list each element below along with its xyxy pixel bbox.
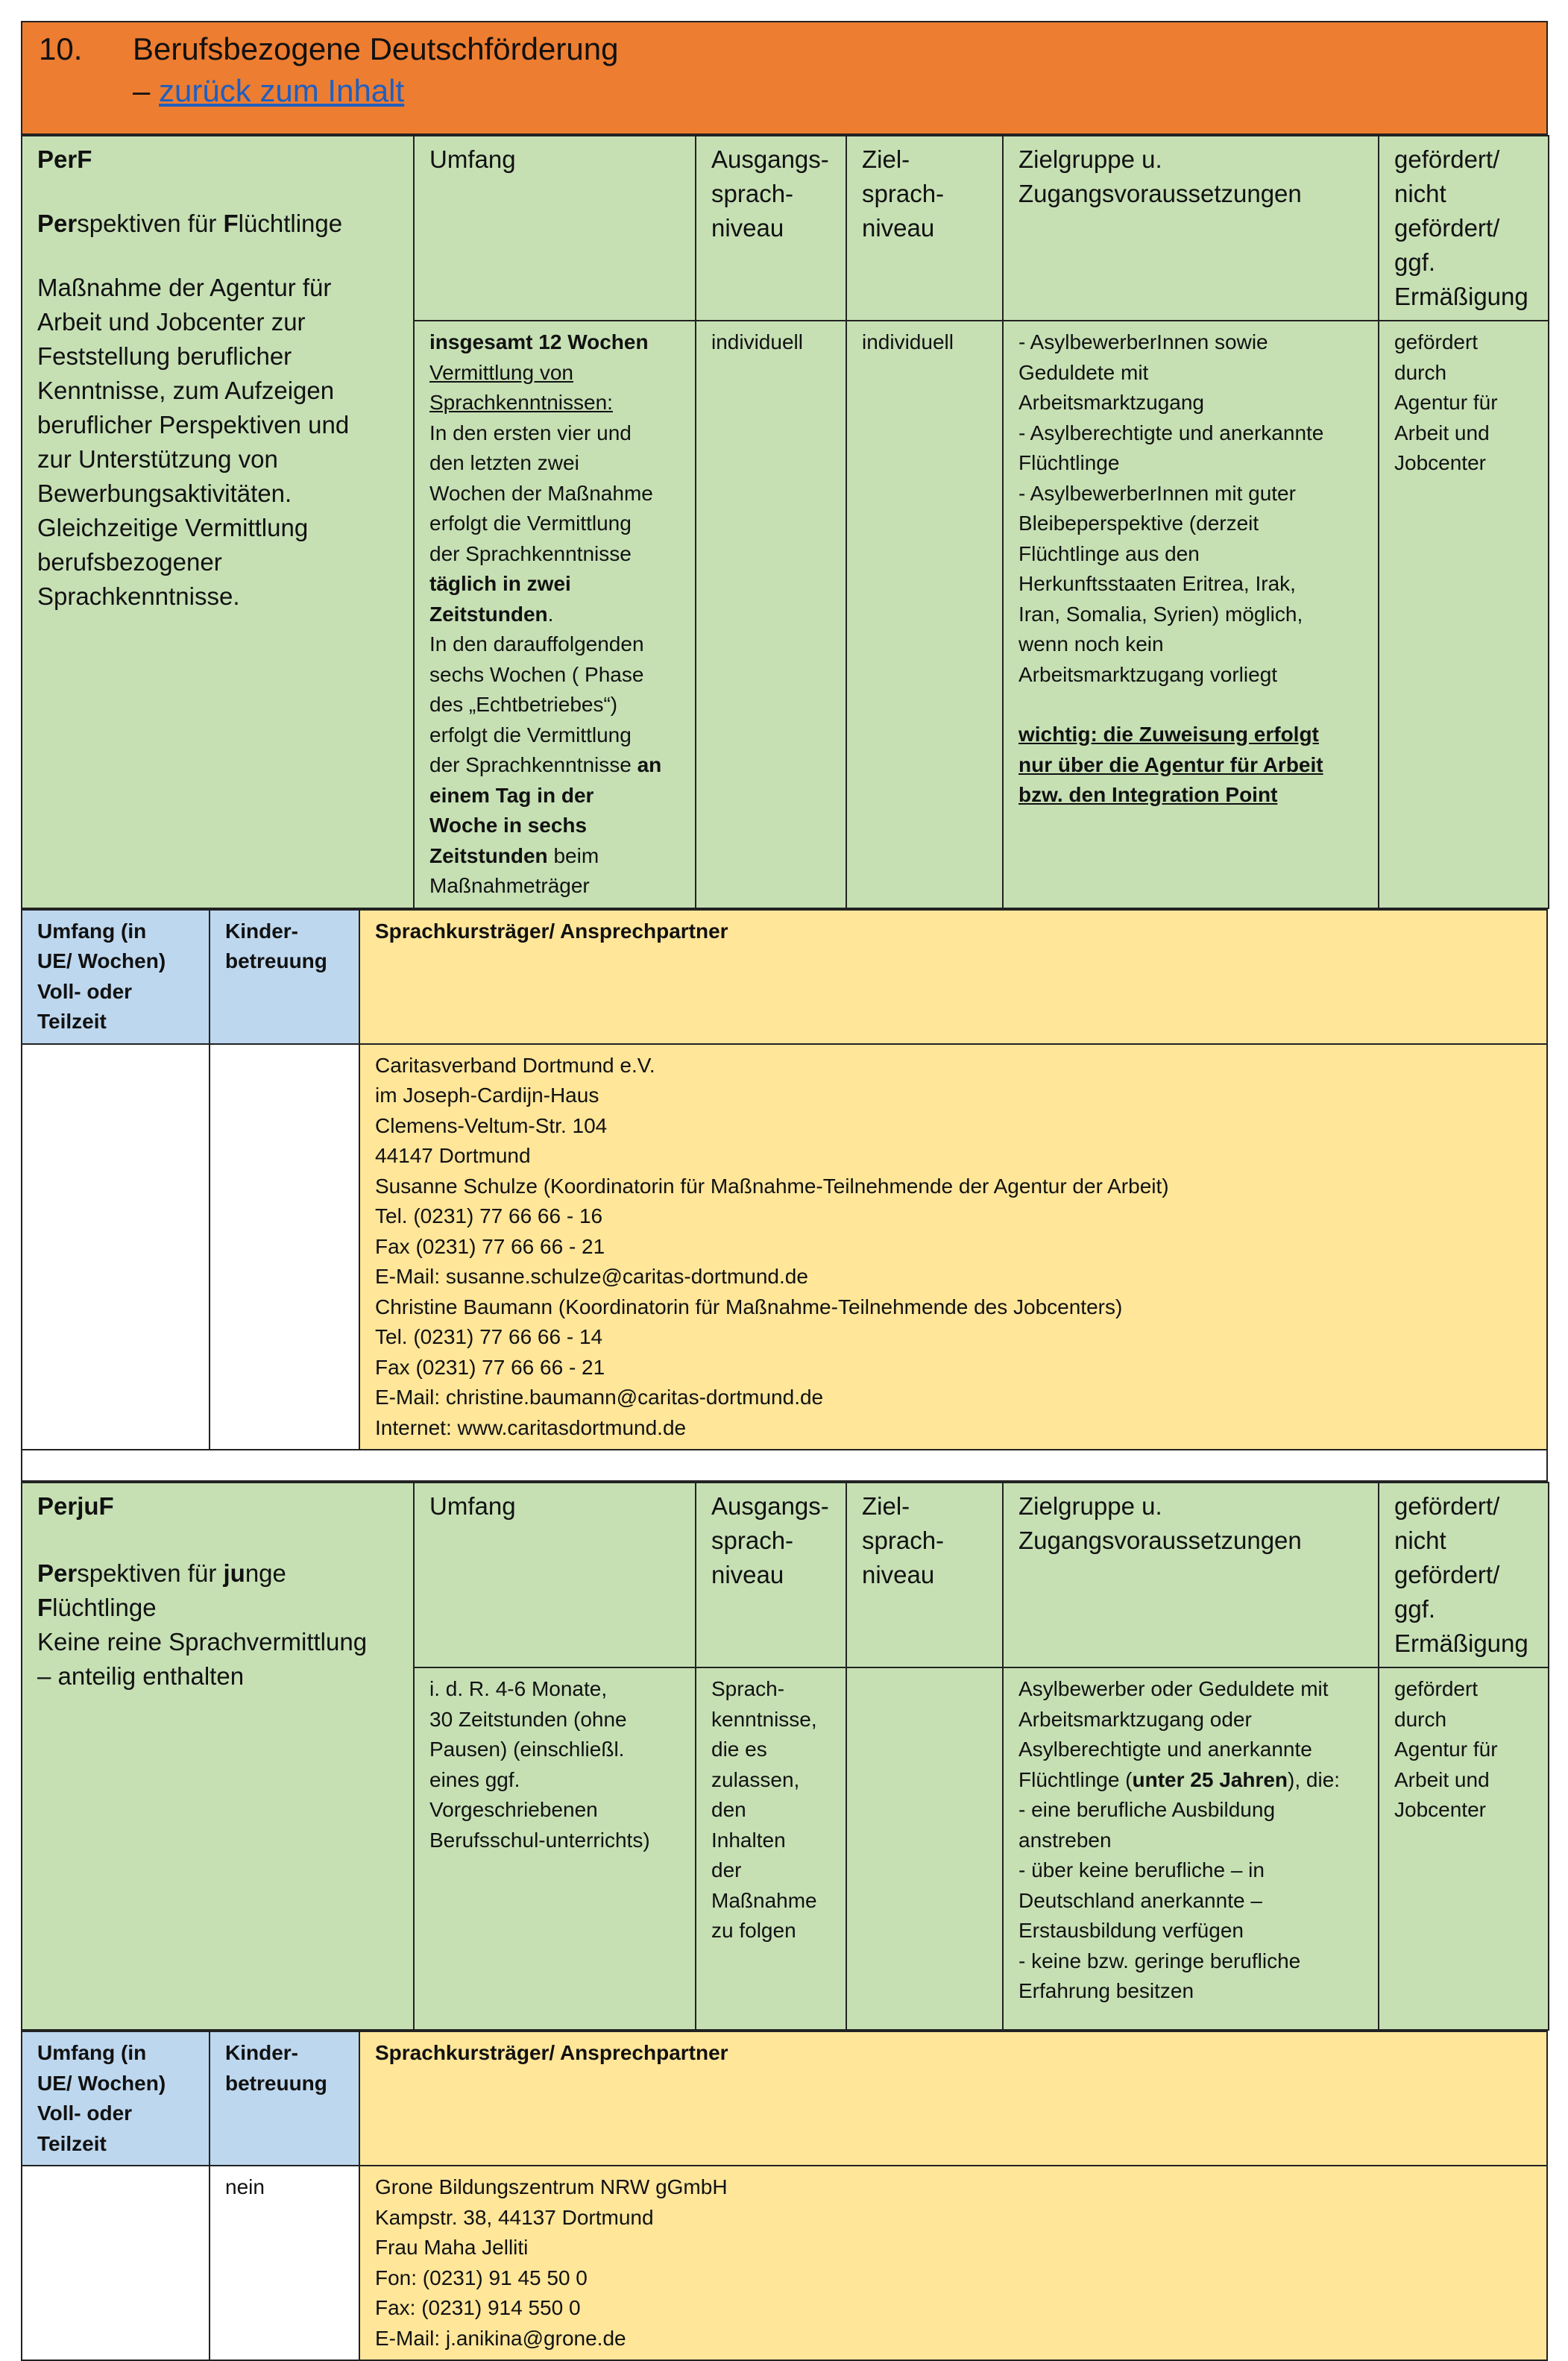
contact-line: Caritasverband Dortmund e.V. (375, 1053, 655, 1077)
document-page (21, 21, 1548, 2361)
perjuf-table (21, 1482, 1549, 2031)
umfang-ue-header: Umfang (in UE/ Wochen) Voll- oder Teilzeit (22, 2031, 210, 2166)
perjuf-abbr: PerjuF (37, 1492, 114, 1520)
perf-umfang-ue-value (22, 1044, 210, 1450)
col-zielgruppe-header: Zielgruppe u. Zugangsvoraussetzungen (1003, 136, 1379, 321)
website-link[interactable]: Internet: www.caritasdortmund.de (375, 1415, 687, 1439)
back-link-line (133, 73, 404, 109)
contact-line: 44147 Dortmund (375, 1144, 531, 1167)
col-ausgangsniveau-header: Ausgangs- sprach- niveau (696, 1483, 846, 1667)
perf-contact-cell (359, 1044, 1547, 1450)
perf-zielgruppe-cell (1003, 321, 1379, 908)
contact-line: Fon: (0231) 91 45 50 0 (375, 2266, 588, 2289)
col-umfang-header: Umfang (414, 1483, 696, 1667)
perjuf-zielgruppe-cell: Asylbewerber oder Geduldete mit Arbeitsmarktzugang oder Asylberechtigte und anerkannte Flüchtlinge (unter 25 Jahren), die: - eine berufliche Ausbildung anstreben - über keine berufliche – in Deutschland anerkannte – Erstausbildung verfügen - keine bzw. geringe berufliche Erfahrung besitzen (1003, 1667, 1379, 2030)
contact-line: Kampstr. 38, 44137 Dortmund (375, 2205, 654, 2229)
back-to-contents-link[interactable]: zurück zum Inhalt (159, 73, 405, 108)
perjuf-zielniveau-value (846, 1667, 1003, 2030)
perjuf-umfang-ue-value (22, 2166, 210, 2360)
email-link[interactable]: E-Mail: christine.baumann@caritas-dortmund.de (375, 1386, 824, 1409)
section-header (21, 21, 1548, 135)
section-number: 10. (39, 31, 83, 66)
email-link[interactable]: E-Mail: susanne.schulze@caritas-dortmund.de (375, 1265, 808, 1288)
traeger-header: Sprachkursträger/ Ansprechpartner (359, 2031, 1547, 2166)
perjuf-gefoerdert-value: gefördert durch Agentur für Arbeit und Jobcenter (1379, 1667, 1549, 2030)
perf-contact-table (21, 909, 1548, 1483)
perf-description: Maßnahme der Agentur für Arbeit und Jobcenter zur Feststellung beruflicher Kenntnisse, zum Aufzeigen beruflicher Perspektiven und zur Unterstützung von Bewerbungsaktivitäten. Gleichzeitige Vermittlung berufsbezogener Sprachkenntnisse. (37, 274, 350, 610)
perf-gefoerdert-value: gefördert durch Agentur für Arbeit und Jobcenter (1379, 321, 1549, 908)
perjuf-kinder-value: nein (210, 2166, 359, 2360)
email-link[interactable]: E-Mail: j.anikina@grone.de (375, 2326, 626, 2350)
perf-table (21, 135, 1549, 909)
perf-program-cell (22, 136, 414, 908)
traeger-header: Sprachkursträger/ Ansprechpartner (359, 910, 1547, 1044)
back-prefix: – (133, 73, 160, 108)
contact-line: im Joseph-Cardijn-Haus (375, 1084, 599, 1107)
perf-zielgruppe-text: - AsylbewerberInnen sowie Geduldete mit Arbeitsmarktzugang - Asylberechtigte und anerkannte Flüchtlinge - AsylbewerberInnen mit guter Bleibeperspektive (derzeit Flüchtlinge aus den Herkunftsstaaten Eritrea, Irak, Iran, Somalia, Syrien) möglich, wenn noch kein Arbeitsmarktzugang vorliegt (1018, 330, 1324, 686)
perjuf-contact-table (21, 2031, 1548, 2361)
contact-line: Frau Maha Jelliti (375, 2236, 529, 2259)
kinderbetreuung-header: Kinder- betreuung (210, 910, 359, 1044)
col-ausgangsniveau-header: Ausgangs- sprach- niveau (696, 136, 846, 321)
col-zielgruppe-header: Zielgruppe u. Zugangsvoraussetzungen (1003, 1483, 1379, 1667)
perjuf-umfang-value: i. d. R. 4-6 Monate, 30 Zeitstunden (ohne Pausen) (einschließl. eines ggf. Vorgeschriebenen Berufsschul-unterrichts) (414, 1667, 696, 2030)
contact-line: Tel. (0231) 77 66 66 - 16 (375, 1204, 603, 1227)
contact-line: Fax (0231) 77 66 66 - 21 (375, 1355, 605, 1379)
col-umfang-header: Umfang (414, 136, 696, 321)
col-gefoerdert-header: gefördert/ nicht gefördert/ ggf. Ermäßigung (1379, 136, 1549, 321)
contact-line: Fax (0231) 77 66 66 - 21 (375, 1234, 605, 1258)
col-zielniveau-header: Ziel- sprach- niveau (846, 1483, 1003, 1667)
section-title: Berufsbezogene Deutschförderung (133, 31, 619, 66)
perf-abbr: PerF (37, 145, 92, 173)
perjuf-contact-cell (359, 2166, 1547, 2360)
umfang-ue-header: Umfang (in UE/ Wochen) Voll- oder Teilzeit (22, 910, 210, 1044)
perf-full-name: Perspektiven für Flüchtlinge (37, 210, 343, 237)
perjuf-ausgangsniveau-value: Sprach- kenntnisse, die es zulassen, den Inhalten der Maßnahme zu folgen (696, 1667, 846, 2030)
perjuf-full-name: Perspektiven für junge Flüchtlinge (37, 1559, 286, 1621)
contact-line: Christine Baumann (Koordinatorin für Maßnahme-Teilnehmende des Jobcenters) (375, 1295, 1123, 1318)
perf-kinder-value (210, 1044, 359, 1450)
perf-zielniveau-value: individuell (846, 321, 1003, 908)
perf-ausgangsniveau-value: individuell (696, 321, 846, 908)
kinderbetreuung-header: Kinder- betreuung (210, 2031, 359, 2166)
contact-line: Grone Bildungszentrum NRW gGmbH (375, 2175, 728, 2198)
contact-line: Fax: (0231) 914 550 0 (375, 2296, 581, 2319)
col-zielniveau-header: Ziel- sprach- niveau (846, 136, 1003, 321)
perf-zielgruppe-note: wichtig: die Zuweisung erfolgt nur über die Agentur für Arbeit bzw. den Integration Point (1018, 723, 1323, 806)
col-gefoerdert-header: gefördert/ nicht gefördert/ ggf. Ermäßigung (1379, 1483, 1549, 1667)
contact-line: Tel. (0231) 77 66 66 - 14 (375, 1325, 603, 1348)
spacer-row (22, 1450, 1547, 1481)
perjuf-description: Keine reine Sprachvermittlung – anteilig enthalten (37, 1628, 368, 1690)
perf-umfang-cell: insgesamt 12 Wochen Vermittlung von Sprachkenntnissen: In den ersten vier und den letzten zwei Wochen der Maßnahme erfolgt die Vermittlung der Sprachkenntnisse täglich in zwei Zeitstunden. In den darauffolgenden sechs Wochen ( Phase des „Echtbetriebes“) erfolgt die Vermittlung der Sprachkenntnisse an einem Tag in der Woche in sechs Zeitstunden beim Maßnahmeträger (414, 321, 696, 908)
perjuf-program-cell (22, 1483, 414, 2030)
contact-line: Susanne Schulze (Koordinatorin für Maßnahme-Teilnehmende der Agentur der Arbeit) (375, 1174, 1169, 1198)
contact-line: Clemens-Veltum-Str. 104 (375, 1113, 608, 1137)
